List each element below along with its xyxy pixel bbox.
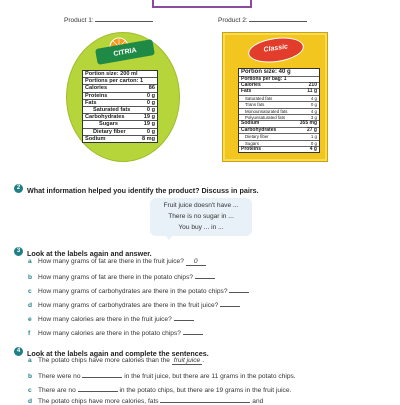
table-row: Carbohydrates 19 g xyxy=(85,114,155,121)
table-row: Monounsaturated fats 4 g xyxy=(239,109,319,115)
answer-blank[interactable] xyxy=(183,328,203,335)
table-row: Dietary fiber 0 g xyxy=(83,129,157,136)
table-row: Saturated fats 4 g xyxy=(239,96,319,102)
table-row: Sodium 355 mg xyxy=(241,120,317,127)
table-row: Sodium 8 mg xyxy=(85,135,155,142)
list-item: a How many grams of fat are there in the fruit juice? 0 xyxy=(28,258,206,266)
answer-blank[interactable] xyxy=(229,286,249,293)
table-row: Portion size: 40 g xyxy=(239,69,319,77)
list-item: b There were no in the fruit juice, but there are 11 grams in the potato chips. xyxy=(28,373,296,380)
juice-nutrition-table xyxy=(82,70,158,143)
list-item: d The potato chips have more calories, fats and xyxy=(28,398,264,405)
answer-blank[interactable] xyxy=(174,314,194,321)
table-row: Fats 0 g xyxy=(85,99,155,106)
bubble-line: Fruit juice doesn't have ... xyxy=(163,202,239,209)
juice-brand-name: CITRIA xyxy=(112,47,138,58)
list-item: c How many grams of carbohydrates are there in the potato chips? xyxy=(28,286,249,295)
list-item: b How many grams of fat are there in the potato chips? xyxy=(28,272,215,281)
chips-nutrition-table xyxy=(238,68,320,153)
table-row: Saturated fats 0 g xyxy=(83,107,157,114)
question-3-heading: 3 Look at the labels again and answer. xyxy=(14,243,152,261)
list-item: d How many grams of carbohydrates are there in the fruit juice? xyxy=(28,300,240,309)
list-item: a The potato chips have more calories than the fruit juice . xyxy=(28,357,205,364)
bubble-line: There is no sugar in ... xyxy=(168,213,234,220)
table-row: Sugars 19 g xyxy=(83,121,157,128)
table-row: Dietary fiber 1 g xyxy=(239,134,319,140)
question-4-heading: 4 Look at the labels again and complete the sentences. xyxy=(14,343,209,361)
answer-blank[interactable] xyxy=(78,385,118,392)
list-item: c There are no in the potato chips, but there are 19 grams in the fruit juice. xyxy=(28,387,292,394)
answer-blank[interactable] xyxy=(82,371,122,378)
answer-blank[interactable] xyxy=(195,272,215,279)
bubble-line: You buy ... in ... xyxy=(178,224,224,231)
table-row: Calories 86 xyxy=(85,85,155,92)
table-row: Fats 11 g xyxy=(241,88,317,95)
question-2-heading: 2 What information helped you identify the product? Discuss in pairs. xyxy=(14,180,259,198)
list-item: f How many calories are there in the potato chips? xyxy=(28,328,203,337)
question-number-badge: 4 xyxy=(14,347,23,356)
speech-bubble xyxy=(150,198,252,236)
table-row: Proteins 0 g xyxy=(85,92,155,99)
speech-bubble-tail xyxy=(164,234,174,240)
table-row: Carbohydrates 27 g xyxy=(241,126,317,133)
question-number-badge: 3 xyxy=(14,247,23,256)
table-row: Proteins 4 g xyxy=(241,145,317,152)
answer-blank[interactable]: fruit juice xyxy=(173,357,201,364)
table-row: Trans fats 0 g xyxy=(239,102,319,108)
table-row: Portions per bag: 1 xyxy=(239,77,319,83)
list-item: e How many calories are there in the fruit juice? xyxy=(28,314,194,323)
answer-blank[interactable] xyxy=(220,300,240,307)
table-row: Polyunsaturated fats 3 g xyxy=(239,115,319,121)
product-2-label: Product 2: xyxy=(218,15,307,24)
table-row: Sugars 0 g xyxy=(239,141,319,147)
product-1-label: Product 1: xyxy=(64,15,153,24)
table-row: Calories 210 xyxy=(241,81,317,88)
answer-blank[interactable]: 0 xyxy=(186,258,206,266)
header-box xyxy=(152,0,252,8)
question-number-badge: 2 xyxy=(14,184,23,193)
table-row: Portions per carton: 1 xyxy=(83,78,157,85)
table-row: Portion size: 200 ml xyxy=(83,71,157,78)
chips-brand-name: Classic xyxy=(263,43,289,54)
